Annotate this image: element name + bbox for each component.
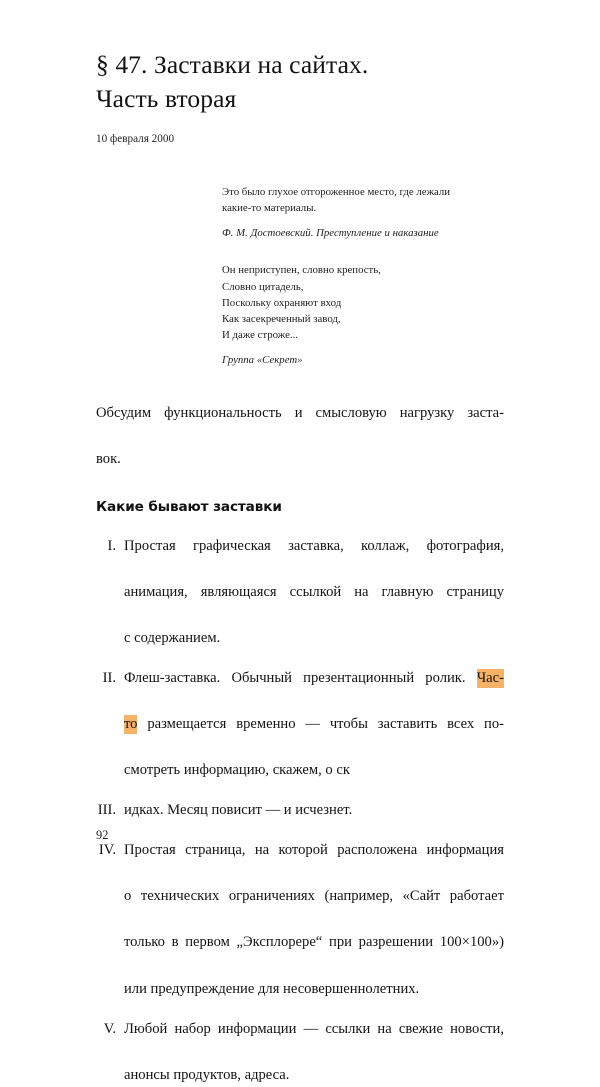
list-item-line: смотреть информацию, скажем, о ск xyxy=(124,762,350,779)
epigraph-source: Группа «Секрет» xyxy=(222,354,303,367)
epigraph-line: какие-то материалы. xyxy=(222,202,317,215)
list-item-text xyxy=(124,1018,504,1087)
highlight-fragment-start: Час- xyxy=(476,669,504,686)
list-item-line: Любой набор информации — ссылки на свежие новости, xyxy=(124,1020,504,1037)
list-item-line xyxy=(124,713,504,759)
epigraph-line: Это было глухое отгороженное место, где лежали xyxy=(222,185,451,198)
epigraph-line: Он неприступен, словно крепость, xyxy=(222,264,381,277)
list-item-line-text: размещается временно — чтобы заставить всех по- xyxy=(137,716,504,733)
intro-paragraph xyxy=(96,369,504,471)
epigraph-line: И даже строже... xyxy=(222,329,298,342)
epigraph-source: Ф. М. Достоевский. Преступление и наказание xyxy=(222,227,439,240)
list-item-line: только в первом „Эксплорере“ при разрешении 100×100») xyxy=(124,934,504,951)
list-item-text xyxy=(124,839,504,1000)
list-item-text xyxy=(124,535,504,650)
epigraph-line: Как засекреченный завод, xyxy=(222,313,341,325)
page-title-line-2: Часть вторая xyxy=(96,83,237,113)
list-item-line: идках. Месяц повисит — и исчезнет. xyxy=(124,802,353,819)
section-heading: Какие бывают заставки xyxy=(96,498,282,515)
list-item-marker: II. xyxy=(102,669,116,686)
list-item-line: анонсы продуктов, адреса. xyxy=(124,1066,290,1083)
list-item-text xyxy=(124,799,504,822)
list-item xyxy=(96,839,504,1000)
epigraph-line: Поскольку охраняют вход xyxy=(222,296,342,309)
list-item-line: анимация, являющаяся ссылкой на главную страницу xyxy=(124,583,504,600)
list-item-line: или предупреждение для несовершеннолетних. xyxy=(124,980,420,997)
list-item-marker: IV. xyxy=(98,842,116,859)
list-item xyxy=(96,799,504,822)
page-title xyxy=(96,0,504,115)
page-number: 92 xyxy=(96,828,109,842)
list-item-line: о технических ограничениях (например, «Сайт работает xyxy=(124,888,504,905)
publication-date: 10 февраля 2000 xyxy=(96,133,175,146)
list-item-text xyxy=(124,667,504,782)
list-item-line: Простая страница, на которой расположена информация xyxy=(124,842,504,859)
page-title-line-1: § 47. Заставки на сайтах. xyxy=(96,50,369,79)
epigraph-line: Словно цитадель, xyxy=(222,280,304,293)
epigraph-sekret xyxy=(222,262,504,368)
screensaver-types-list xyxy=(96,517,504,1087)
list-item-line-text: Флеш-заставка. Обычный презентационный ролик. xyxy=(124,669,477,686)
paragraph-line: Обсудим функциональность и смысловую нагрузку заста- xyxy=(96,404,504,421)
page-content xyxy=(96,0,504,1087)
paragraph-line: вок. xyxy=(96,450,121,467)
list-item xyxy=(96,1018,504,1087)
list-item-marker: V. xyxy=(103,1020,116,1037)
epigraph-dostoevsky xyxy=(222,184,504,242)
epigraph-block xyxy=(96,147,504,369)
list-item-line xyxy=(124,667,504,713)
list-item-marker: III. xyxy=(97,802,116,819)
highlight-fragment-end: то xyxy=(124,716,138,733)
list-item-marker: I. xyxy=(107,537,116,554)
list-item xyxy=(96,535,504,650)
list-item-highlighted xyxy=(96,667,504,782)
list-item-line: с содержанием. xyxy=(124,629,221,646)
list-item-line: Простая графическая заставка, коллаж, фотография, xyxy=(124,537,504,554)
